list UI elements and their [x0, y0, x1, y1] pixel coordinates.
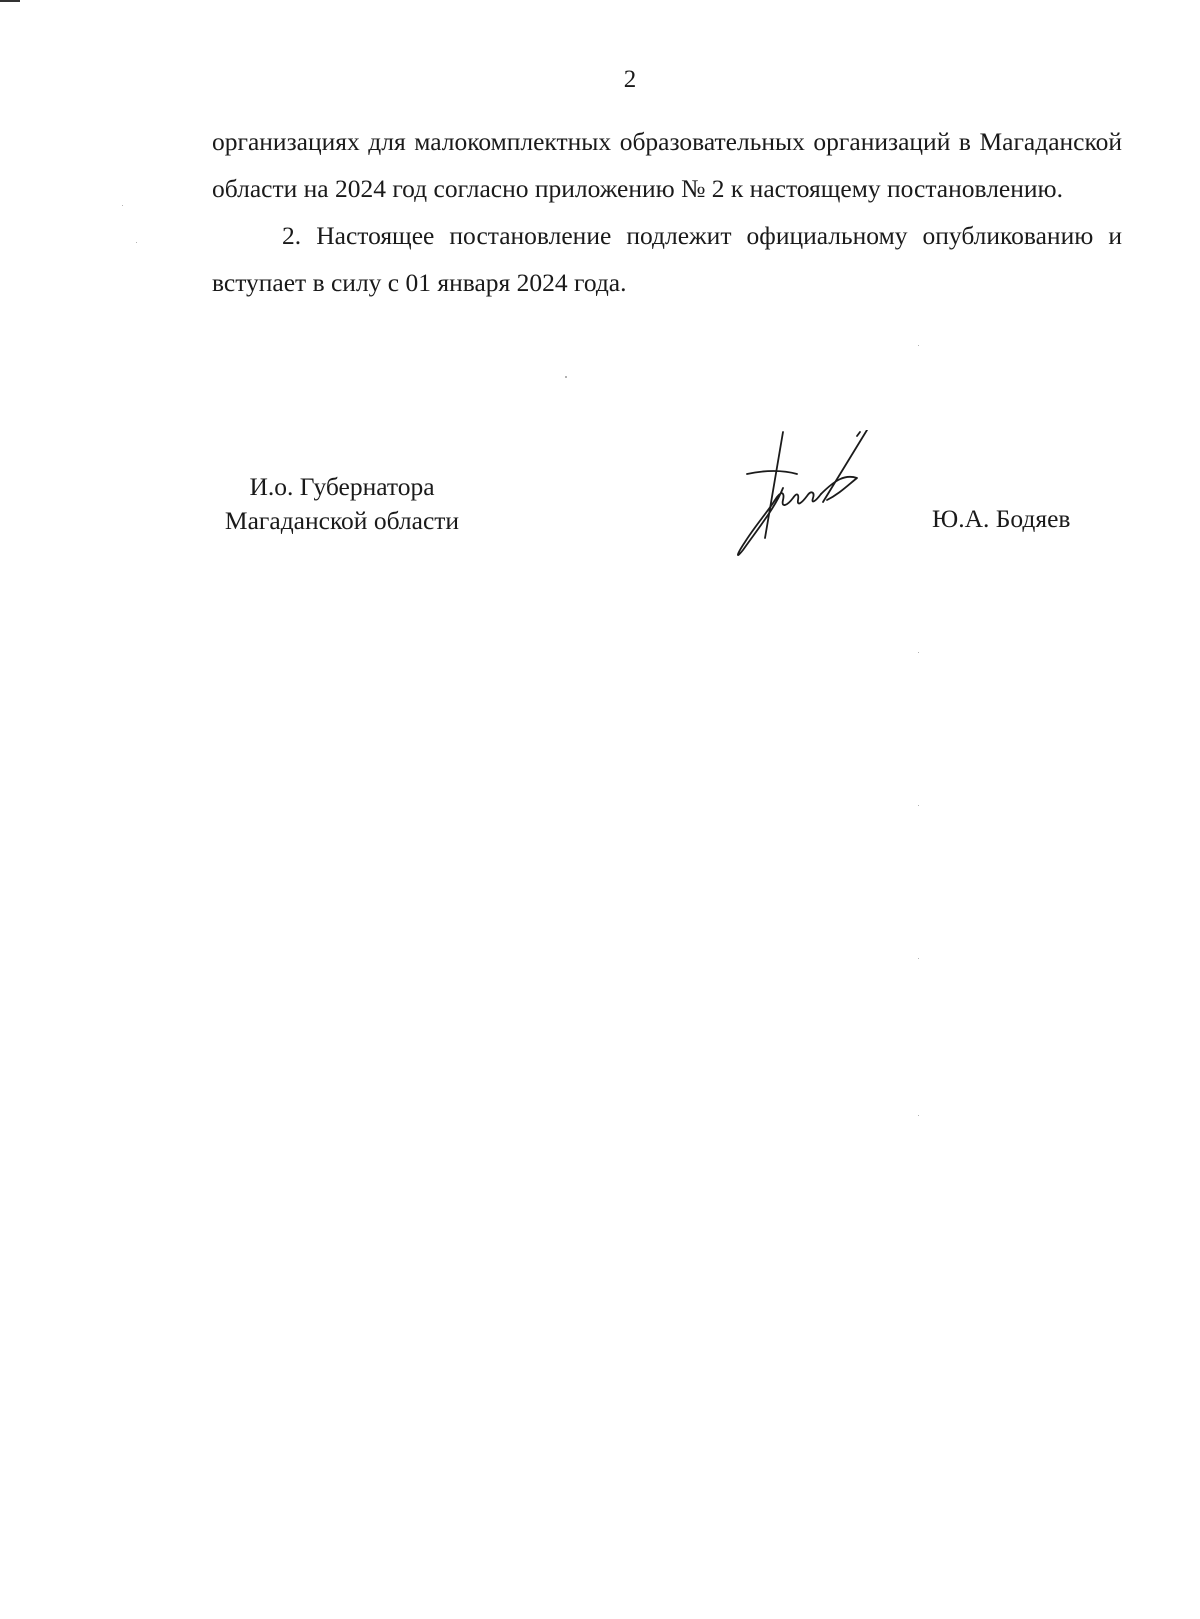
page-number: 2 [623, 66, 637, 93]
scan-speck [918, 652, 919, 653]
signatory-position-line-1: И.о. Губернатора [249, 472, 435, 501]
scan-speck [136, 242, 137, 243]
signatory-position [212, 470, 472, 538]
document-body [212, 118, 1122, 306]
scan-speck [122, 205, 123, 206]
signatory-position-line-2: Магаданской области [224, 506, 460, 535]
scan-corner-mark [0, 0, 20, 2]
scan-speck [565, 376, 567, 378]
handwritten-signature [735, 430, 900, 565]
scan-speck [918, 1115, 919, 1116]
scan-speck [918, 958, 919, 959]
scan-speck [918, 345, 919, 346]
scan-speck [918, 805, 919, 806]
signatory-name: Ю.А. Бодяев [932, 504, 1071, 533]
paragraph-2: 2. Настоящее постановление подлежит официальному опубликованию и вступает в силу с 01 января 2024 года. [212, 221, 1122, 297]
continuation-paragraph: организациях для малокомплектных образовательных организаций в Магаданской области на 2024 год согласно приложению № 2 к настоящему постановлению. [212, 127, 1122, 203]
